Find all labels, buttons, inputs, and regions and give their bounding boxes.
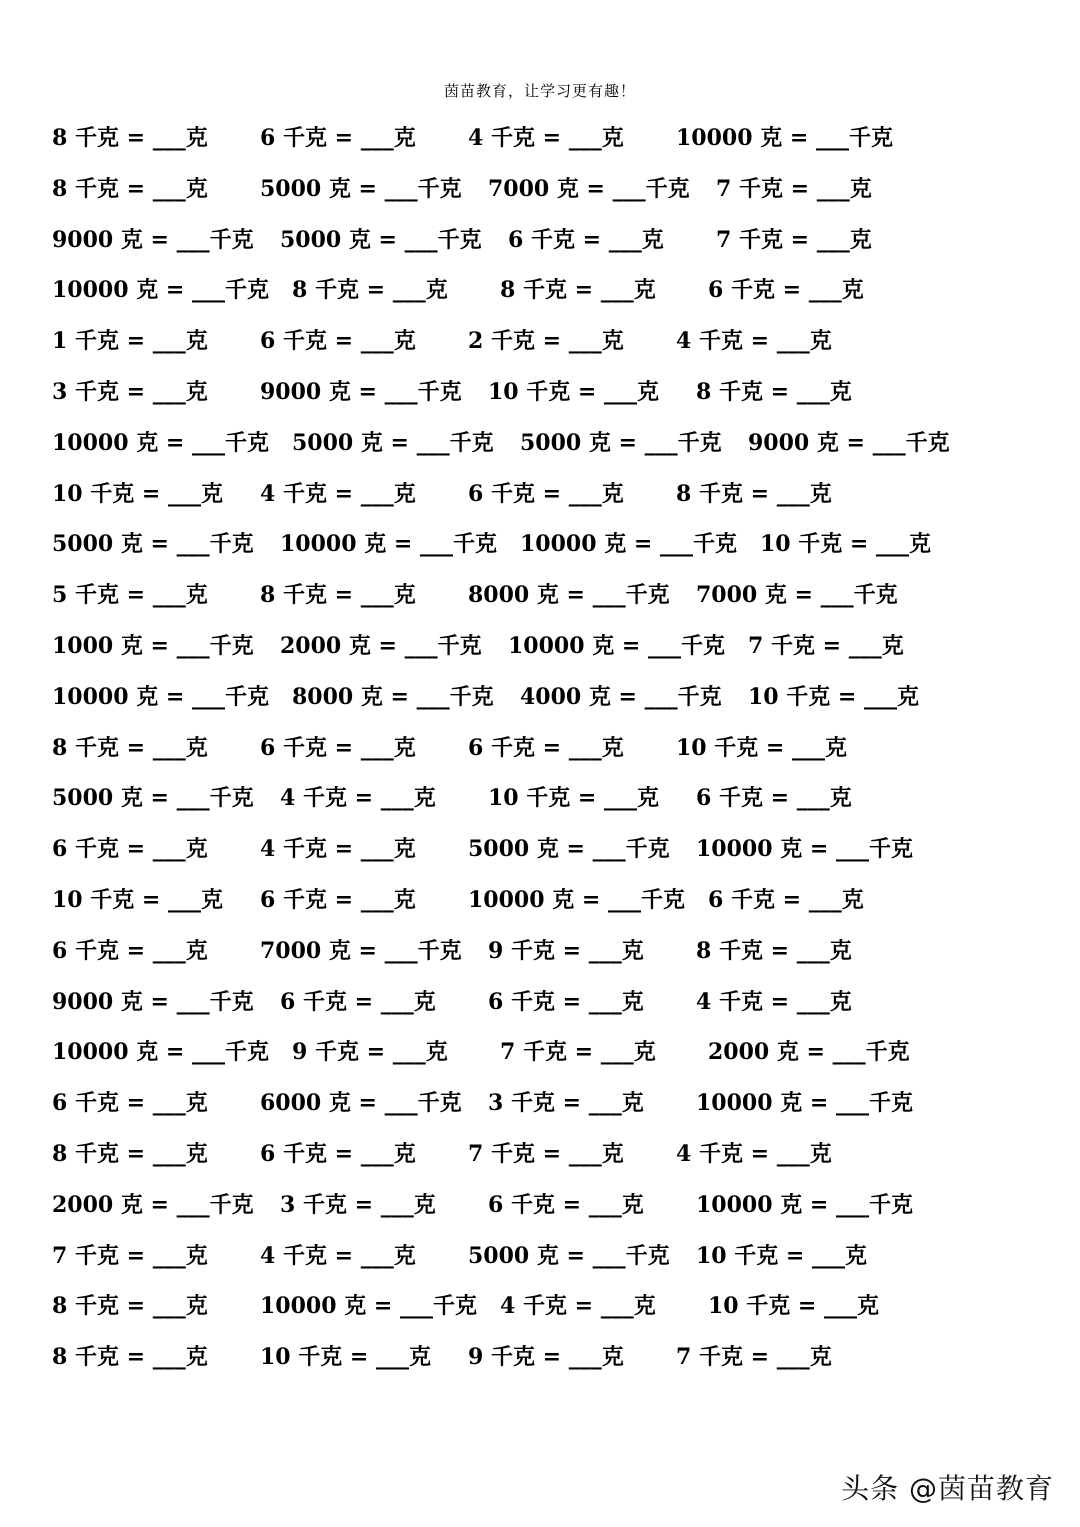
conversion-problem: 4 千克 = ___克 [280, 785, 436, 812]
conversion-problem: 10 千克 = ___克 [676, 734, 848, 761]
conversion-problem: 7 千克 = ___克 [468, 1140, 624, 1167]
conversion-problem: 6 千克 = ___克 [260, 328, 416, 355]
conversion-problem: 7000 克 = ___千克 [696, 582, 898, 609]
conversion-problem: 6 千克 = ___克 [468, 734, 624, 761]
conversion-problem: 4 千克 = ___克 [468, 125, 624, 151]
conversion-problem: 5 千克 = ___克 [52, 582, 208, 609]
watermark: 头条 @茵苗教育 [841, 1472, 1054, 1505]
conversion-problem: 10 千克 = ___克 [488, 785, 660, 812]
conversion-problem: 9000 克 = ___千克 [52, 226, 254, 253]
problem-row [52, 169, 1062, 220]
conversion-problem: 6 千克 = ___克 [52, 1090, 208, 1117]
problem-row [52, 423, 1062, 474]
conversion-problem: 4 千克 = ___克 [260, 836, 416, 863]
conversion-problem: 5000 克 = ___千克 [260, 175, 462, 202]
problem-row [52, 575, 1062, 626]
problem-row [52, 1236, 1062, 1287]
conversion-problem: 3 千克 = ___克 [280, 1191, 436, 1218]
conversion-problem: 7 千克 = ___克 [500, 1039, 656, 1066]
conversion-problem: 6 千克 = ___克 [260, 886, 416, 913]
conversion-problem: 6 千克 = ___克 [260, 1140, 416, 1167]
problem-row [52, 1337, 1062, 1388]
conversion-problem: 6 千克 = ___克 [488, 1191, 644, 1218]
problem-row [52, 880, 1062, 931]
conversion-problem: 10000 克 = ___千克 [508, 632, 725, 659]
problem-row [52, 321, 1062, 372]
conversion-problem: 6 千克 = ___克 [508, 226, 664, 253]
conversion-problem: 8000 克 = ___千克 [468, 582, 670, 609]
problem-row [52, 1083, 1062, 1134]
conversion-problem: 9000 克 = ___千克 [748, 429, 950, 456]
problem-row [52, 220, 1062, 271]
conversion-problem: 10000 克 = ___千克 [52, 277, 269, 304]
problem-row [52, 372, 1062, 423]
conversion-problem: 8 千克 = ___克 [696, 378, 852, 405]
conversion-problem: 2000 克 = ___千克 [280, 632, 482, 659]
conversion-problem: 10000 克 = ___千克 [52, 683, 269, 710]
conversion-problem: 10 千克 = ___克 [708, 1293, 880, 1320]
conversion-problem: 5000 克 = ___千克 [468, 1242, 670, 1269]
conversion-problem: 7 千克 = ___克 [676, 1344, 832, 1371]
problem-row [52, 677, 1062, 728]
conversion-problem: 8000 克 = ___千克 [292, 683, 494, 710]
conversion-problem: 7 千克 = ___克 [52, 1242, 208, 1269]
conversion-problem: 6 千克 = ___克 [52, 836, 208, 863]
conversion-problem: 8 千克 = ___克 [52, 1140, 208, 1167]
conversion-problem: 8 千克 = ___克 [52, 734, 208, 761]
conversion-problem: 6000 克 = ___千克 [260, 1090, 462, 1117]
conversion-problem: 10 千克 = ___克 [748, 683, 920, 710]
conversion-problem: 10000 克 = ___千克 [696, 836, 913, 863]
conversion-problem: 10000 克 = ___千克 [676, 125, 893, 151]
conversion-problem: 10000 克 = ___千克 [696, 1090, 913, 1117]
conversion-problem: 5000 克 = ___千克 [468, 836, 670, 863]
conversion-problem: 6 千克 = ___克 [468, 480, 624, 507]
conversion-problem: 2000 克 = ___千克 [708, 1039, 910, 1066]
conversion-problem: 7 千克 = ___克 [748, 632, 904, 659]
problem-row [52, 982, 1062, 1033]
conversion-problem: 10 千克 = ___克 [52, 480, 224, 507]
conversion-problem: 4 千克 = ___克 [676, 1140, 832, 1167]
conversion-problem: 8 千克 = ___克 [52, 1344, 208, 1371]
problem-row [52, 1134, 1062, 1185]
conversion-problem: 6 千克 = ___克 [280, 988, 436, 1015]
conversion-problem: 4000 克 = ___千克 [520, 683, 722, 710]
conversion-problem: 7 千克 = ___克 [716, 175, 872, 202]
problem-row [52, 829, 1062, 880]
conversion-problem: 1000 克 = ___千克 [52, 632, 254, 659]
conversion-problem: 6 千克 = ___克 [260, 125, 416, 151]
conversion-problem: 4 千克 = ___克 [260, 480, 416, 507]
conversion-problem: 9000 克 = ___千克 [260, 378, 462, 405]
conversion-problem: 8 千克 = ___克 [260, 582, 416, 609]
conversion-problem: 6 千克 = ___克 [260, 734, 416, 761]
conversion-problem: 5000 克 = ___千克 [292, 429, 494, 456]
conversion-problem: 7000 克 = ___千克 [488, 175, 690, 202]
conversion-problem: 6 千克 = ___克 [52, 937, 208, 964]
conversion-problem: 1 千克 = ___克 [52, 328, 208, 355]
conversion-problem: 6 千克 = ___克 [696, 785, 852, 812]
problem-row [52, 931, 1062, 982]
conversion-problem: 3 千克 = ___克 [52, 378, 208, 405]
problem-row [52, 728, 1062, 779]
conversion-problem: 10000 克 = ___千克 [520, 531, 737, 558]
problem-row [52, 1185, 1062, 1236]
problem-row [52, 778, 1062, 829]
conversion-problem: 9 千克 = ___克 [488, 937, 644, 964]
problem-row [52, 270, 1062, 321]
conversion-problem: 6 千克 = ___克 [708, 277, 864, 304]
problem-row [52, 1286, 1062, 1337]
conversion-problem: 10 千克 = ___克 [488, 378, 660, 405]
page-header: 茵苗教育，让学习更有趣！ [443, 82, 636, 100]
conversion-problem: 9000 克 = ___千克 [52, 988, 254, 1015]
conversion-problem: 10000 克 = ___千克 [260, 1293, 477, 1320]
conversion-problem: 2000 克 = ___千克 [52, 1191, 254, 1218]
conversion-problem: 6 千克 = ___克 [488, 988, 644, 1015]
conversion-problem: 10000 克 = ___千克 [468, 886, 685, 913]
worksheet [52, 118, 1062, 1388]
conversion-problem: 4 千克 = ___克 [500, 1293, 656, 1320]
conversion-problem: 7000 克 = ___千克 [260, 937, 462, 964]
conversion-problem: 10000 克 = ___千克 [696, 1191, 913, 1218]
conversion-problem: 2 千克 = ___克 [468, 328, 624, 355]
conversion-problem: 8 千克 = ___克 [696, 937, 852, 964]
conversion-problem: 10 千克 = ___克 [52, 886, 224, 913]
conversion-problem: 8 千克 = ___克 [52, 175, 208, 202]
conversion-problem: 4 千克 = ___克 [676, 328, 832, 355]
conversion-problem: 10 千克 = ___克 [696, 1242, 868, 1269]
conversion-problem: 8 千克 = ___克 [676, 480, 832, 507]
conversion-problem: 4 千克 = ___克 [696, 988, 852, 1015]
problem-row [52, 1032, 1062, 1083]
conversion-problem: 8 千克 = ___克 [500, 277, 656, 304]
problem-row [52, 626, 1062, 677]
conversion-problem: 5000 克 = ___千克 [52, 785, 254, 812]
conversion-problem: 10 千克 = ___克 [760, 531, 932, 558]
conversion-problem: 10000 克 = ___千克 [280, 531, 497, 558]
conversion-problem: 6 千克 = ___克 [708, 886, 864, 913]
conversion-problem: 8 千克 = ___克 [52, 125, 208, 151]
conversion-problem: 8 千克 = ___克 [52, 1293, 208, 1320]
conversion-problem: 3 千克 = ___克 [488, 1090, 644, 1117]
problem-row [52, 524, 1062, 575]
conversion-problem: 5000 克 = ___千克 [520, 429, 722, 456]
problem-row [52, 118, 1062, 169]
conversion-problem: 8 千克 = ___克 [292, 277, 448, 304]
conversion-problem: 9 千克 = ___克 [468, 1344, 624, 1371]
conversion-problem: 10000 克 = ___千克 [52, 1039, 269, 1066]
problem-row [52, 474, 1062, 525]
conversion-problem: 9 千克 = ___克 [292, 1039, 448, 1066]
conversion-problem: 10 千克 = ___克 [260, 1344, 432, 1371]
conversion-problem: 5000 克 = ___千克 [52, 531, 254, 558]
conversion-problem: 7 千克 = ___克 [716, 226, 872, 253]
conversion-problem: 4 千克 = ___克 [260, 1242, 416, 1269]
conversion-problem: 5000 克 = ___千克 [280, 226, 482, 253]
conversion-problem: 10000 克 = ___千克 [52, 429, 269, 456]
